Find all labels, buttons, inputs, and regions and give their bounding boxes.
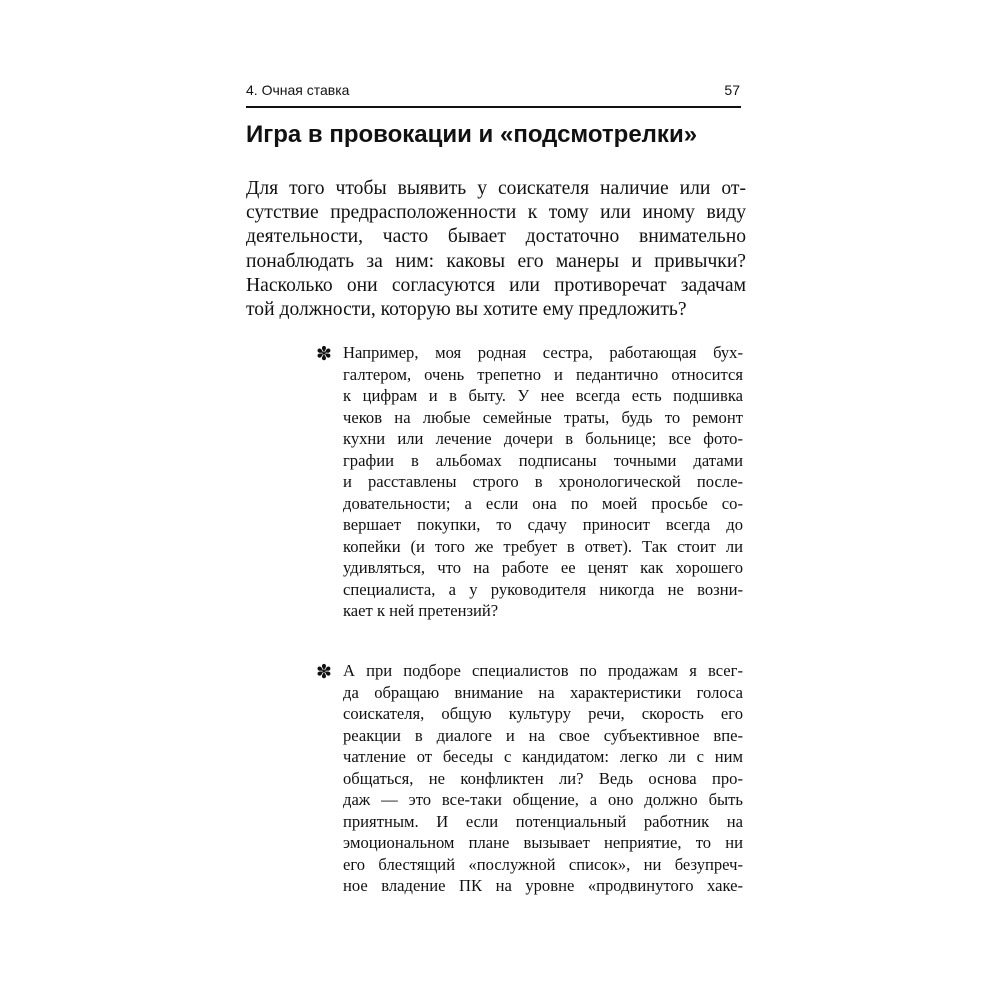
text-line: его блестящий «послужной список», ни безупреч- (343, 854, 743, 874)
text-line: специалиста, а у руководителя никогда не возни- (343, 579, 743, 599)
text-line: кает к ней претензий? (343, 601, 499, 620)
text-line: эмоциональном плане вызывает неприятие, то ни (343, 833, 743, 852)
text-line: приятным. И если потенциальный работник на (343, 811, 743, 831)
text-line: ное владение ПК на уровне «продвинутого хаке- (343, 876, 743, 895)
text-line: А при подборе специалистов по продажам я всег- (343, 661, 743, 680)
page-number: 57 (724, 82, 740, 98)
text-line: реакции в диалоге и на свое субъективное впе- (343, 725, 743, 745)
text-line: Например, моя родная сестра, работающая бух- (343, 343, 743, 362)
text-line: да обращаю внимание на характеристики голоса (343, 682, 743, 702)
text-line: вершает покупки, то сдачу приносит всегда до (343, 515, 743, 534)
text-line: и расставлены строго в хронологической после- (343, 472, 743, 491)
text-line: сутствие предрасположенности к тому или иному виду (246, 202, 746, 224)
text-line: копейки (и того же требует в ответ). Так стоит ли (343, 536, 743, 556)
text-line: Насколько они согласуются или противоречат задачам (246, 274, 746, 296)
text-line: Для того чтобы выявить у соискателя наличие или от- (246, 178, 746, 199)
text-line: даж — это все-таки общение, а оно должно быть (343, 790, 743, 809)
text-line: понаблюдать за ним: каковы его манеры и привычки? (246, 250, 746, 272)
text-line: удивляться, что на работе ее ценят как хорошего (343, 558, 743, 577)
text-line: чатление от беседы с кандидатом: легко ли с ним (343, 747, 743, 766)
text-line: графии в альбомах подписаны точными датами (343, 450, 743, 470)
flower-asterisk-icon: ✽ (316, 343, 332, 365)
section-heading: Игра в провокации и «подсмотрелки» (246, 121, 698, 148)
running-head (246, 78, 741, 108)
text-line: чеков на любые семейные траты, будь то ремонт (343, 407, 743, 427)
text-line: к цифрам и в быту. У нее всегда есть подшивка (343, 386, 743, 405)
chapter-title: 4. Очная ставка (246, 82, 350, 98)
text-line: соискателя, общую культуру речи, скорость его (343, 704, 743, 723)
example-note-sales (343, 660, 743, 897)
text-line: той должности, которую вы хотите ему предложить? (246, 299, 687, 321)
text-line: общаться, не конфликтен ли? Ведь основа про- (343, 768, 743, 788)
text-line: довательности; а если она по моей просьбе со- (343, 493, 743, 513)
text-line: кухни или лечение дочери в больнице; все фото- (343, 429, 743, 448)
flower-asterisk-icon: ✽ (316, 661, 332, 683)
example-note-sister (343, 342, 743, 622)
intro-paragraph (246, 177, 746, 322)
text-line: деятельности, часто бывает достаточно внимательно (246, 226, 746, 248)
text-line: галтером, очень трепетно и педантично относится (343, 364, 743, 384)
